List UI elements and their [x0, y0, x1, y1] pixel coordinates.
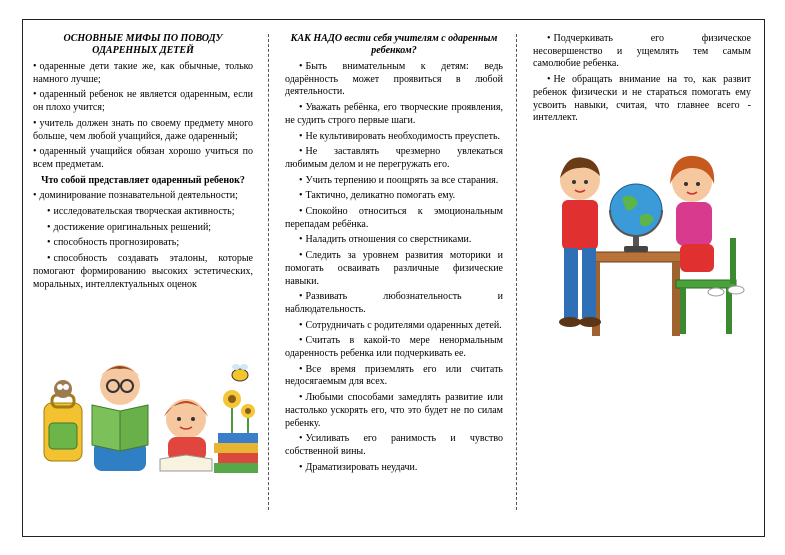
trait-item: • доминирование познавательной деятельности;: [33, 190, 253, 203]
trait-item: • достижение оригинальных решений;: [33, 222, 253, 235]
myths-title: ОСНОВНЫЕ МИФЫ ПО ПОВОДУ ОДАРЕННЫХ ДЕТЕЙ: [63, 33, 223, 56]
gifted-child-subtitle: Что собой представляет одаренный ребенок?: [41, 174, 245, 186]
trait-item: • исследовательская творческая активность;: [33, 206, 253, 219]
column-myths: [33, 33, 253, 294]
advice-item: • Следить за уровнем развития моторики и помогать осваивать различные физические навыки.: [285, 250, 503, 288]
column-continued: [533, 33, 751, 128]
advice-item: • Любыми способами замедлять развитие или настолько ускорять его, что это будет не по силам ребенку.: [285, 392, 503, 430]
advice-item: • Уважать ребёнка, его творческие проявления, не судить строго первые шаги.: [285, 102, 503, 127]
advice-item: • Подчеркивать его физическое несовершенство и ущемлять тем самым самолюбие ребенка.: [533, 33, 751, 71]
globe-children-illustration: [540, 140, 758, 348]
advice-item: • Не обращать внимание на то, как развит ребенок физически и не стараться помогать ему усвоить навыки, считая, что главнее всего - интеллект.: [533, 74, 751, 125]
advice-item: • Не культивировать необходимость преуспеть.: [285, 131, 503, 144]
column-how-to-behave: [285, 33, 503, 477]
advice-item: • Не заставлять чрезмерно увлекаться любимым делом и не перегружать его.: [285, 146, 503, 171]
advice-item: • Учить терпению и поощрять за все старания.: [285, 175, 503, 188]
advice-item: • Считать в какой-то мере ненормальным одаренность ребенка или подчеркивать ее.: [285, 335, 503, 360]
fold-line-1: [268, 34, 269, 510]
advice-item: • Сотрудничать с родителями одаренных детей.: [285, 320, 503, 333]
advice-item: • Все время приземлять его или считать недосягаемым для всех.: [285, 364, 503, 389]
reading-children-illustration: [36, 355, 262, 483]
myth-item: • одаренный ребенок не является одаренным, если он плохо учится;: [33, 89, 253, 114]
advice-item: • Наладить отношения со сверстниками.: [285, 234, 503, 247]
advice-item: • Развивать любознательность и наблюдательность.: [285, 291, 503, 316]
behave-title: КАК НАДО вести себя учителям с одаренным ребенком?: [290, 33, 498, 56]
advice-item: • Спокойно относиться к эмоциональным перепадам ребёнка.: [285, 206, 503, 231]
myth-item: • одаренный учащийся обязан хорошо учиться по всем предметам.: [33, 146, 253, 171]
advice-item: • Усиливать его ранимость и чувство собственной вины.: [285, 433, 503, 458]
advice-item: • Быть внимательным к детям: ведь одарённость может проявиться в любой деятельности.: [285, 61, 503, 99]
trait-item: • способность прогнозировать;: [33, 237, 253, 250]
trait-item: • способность создавать эталоны, которые помогают формированию высоких эстетических, моральных, интеллектуальных оценок: [33, 253, 253, 291]
advice-item: • Тактично, деликатно помогать ему.: [285, 190, 503, 203]
myth-item: • учитель должен знать по своему предмету много больше, чем любой учащийся, даже одаренный;: [33, 118, 253, 143]
advice-item: • Драматизировать неудачи.: [285, 462, 503, 475]
myth-item: • одаренные дети такие же, как обычные, только намного лучше;: [33, 61, 253, 86]
fold-line-2: [516, 34, 517, 510]
